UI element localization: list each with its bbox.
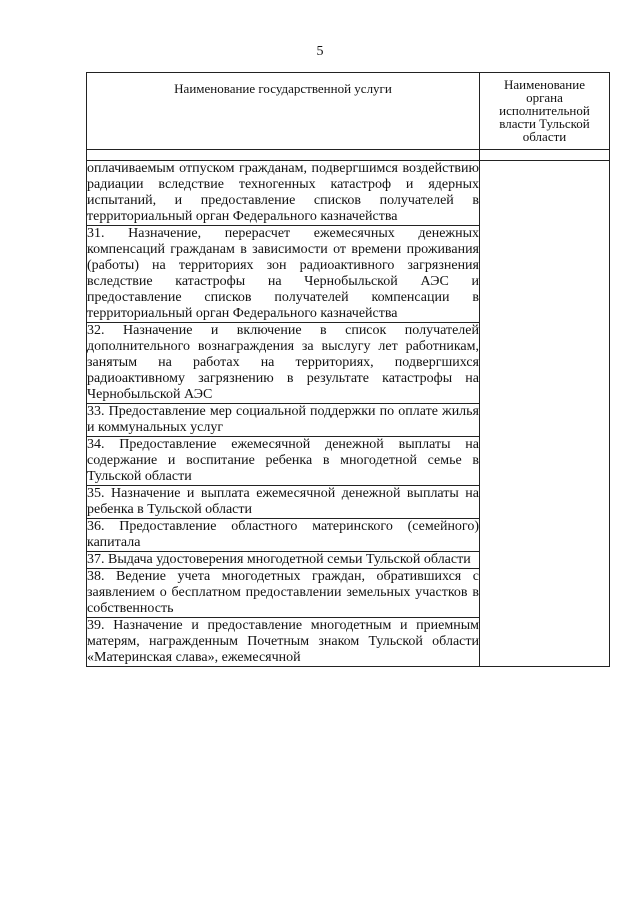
- service-cell: 31. Назначение, перерасчет ежемесячных денежных компенсаций гражданам в зависимости от времени проживания (работы) на территориях зон радиоактивного загрязнения вследствие катастрофы на Чернобыльской АЭС и предоставление списков получателей компенсации в территориальный орган Федерального казначейства: [87, 226, 479, 321]
- service-cell: 36. Предоставление областного материнского (семейного) капитала: [87, 519, 479, 550]
- authority-cell: [480, 161, 610, 667]
- service-cell: 37. Выдача удостоверения многодетной семьи Тульской области: [87, 552, 480, 569]
- service-cell: 33. Предоставление мер социальной поддержки по оплате жилья и коммунальных услуг: [87, 404, 479, 435]
- table-row: [87, 161, 610, 226]
- service-cell: 38. Ведение учета многодетных граждан, обратившихся с заявлением о бесплатном предоставлении земельных участков в собственность: [87, 569, 479, 616]
- spacer-cell: [87, 150, 480, 161]
- service-cell: 32. Назначение и включение в список получателей дополнительного вознаграждения за выслугу лет работникам, занятым на работах на территориях, подвергшихся радиоактивному загрязнению в результате катастрофы на Чернобыльской АЭС: [87, 323, 479, 402]
- header-spacer-row: [87, 150, 610, 161]
- services-table: [86, 72, 610, 667]
- header-authority: Наименование органа исполнительной власти Тульской области: [480, 73, 610, 150]
- page-number: 5: [316, 44, 324, 59]
- service-cell: 39. Назначение и предоставление многодетным и приемным матерям, награжденным Почетным знаком Тульской области «Материнская слава», ежемесячной: [87, 618, 479, 665]
- spacer-cell: [480, 150, 610, 161]
- service-cell: 35. Назначение и выплата ежемесячной денежной выплаты на ребенка в Тульской области: [87, 486, 479, 517]
- header-service-name: Наименование государственной услуги: [87, 73, 480, 150]
- table-header-row: [87, 73, 610, 150]
- service-cell: 34. Предоставление ежемесячной денежной выплаты на содержание и воспитание ребенка в многодетной семье в Тульской области: [87, 437, 479, 484]
- service-cell: оплачиваемым отпуском гражданам, подвергшимся воздействию радиации вследствие техногенных катастроф и ядерных испытаний, и предоставление списков получателей в территориальный орган Федерального казначейства: [87, 161, 479, 224]
